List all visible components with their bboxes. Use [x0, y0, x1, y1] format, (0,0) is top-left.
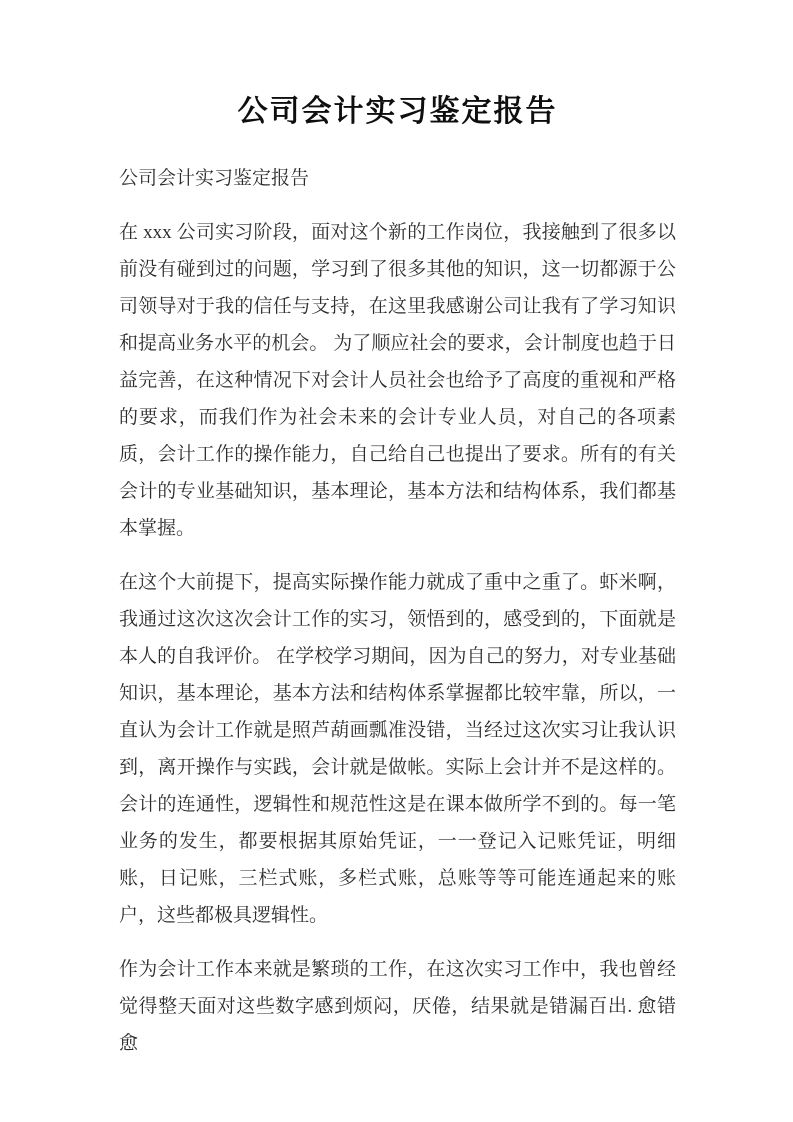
paragraph-3: 作为会计工作本来就是繁琐的工作，在这次实习工作中，我也曾经觉得整天面对这些数字感到烦闷，厌倦，结果就是错漏百出. 愈错愈 — [119, 959, 676, 1054]
paragraph-2: 在这个大前提下，提高实际操作能力就成了重中之重了。虾米啊，我通过这次这次会计工作的实习，领悟到的，感受到的，下面就是本人的自我评价。 在学校学习期间，因为自己的努力，对专业基础知识，基本理论，基本方法和结构体系掌握都比较牢靠，所以，一直认为会计工作就是照芦葫画瓢准没错，当经过这次实习让我认识到，离开操作与实践，会计就是做帐。实际上会计并不是这样的。会计的连通性，逻辑性和规范性这是在课本做所学不到的。每一笔业务的发生，都要根据其原始凭证，一一登记入记账凭证，明细账，日记账，三栏式账，多栏式账，总账等等可能连通起来的账户，这些都极具逻辑性。 — [119, 572, 676, 926]
paragraph-1: 在 xxx 公司实习阶段，面对这个新的工作岗位，我接触到了很多以前没有碰到过的问题，学习到了很多其他的知识，这一切都源于公司领导对于我的信任与支持，在这里我感谢公司让我有了学习知识和提高业务水平的机会。 为了顺应社会的要求，会计制度也趋于日益完善，在这种情况下对会计人员社会也给予了高度的重视和严格的要求，而我们作为社会未来的会计专业人员，对自己的各项素质，会计工作的操作能力，自己给自己也提出了要求。所有的有关会计的专业基础知识，基本理论，基本方法和结构体系，我们都基本掌握。 — [119, 222, 676, 539]
document-subtitle: 公司会计实习鉴定报告 — [119, 168, 310, 189]
document-title: 公司会计实习鉴定报告 — [237, 95, 558, 128]
